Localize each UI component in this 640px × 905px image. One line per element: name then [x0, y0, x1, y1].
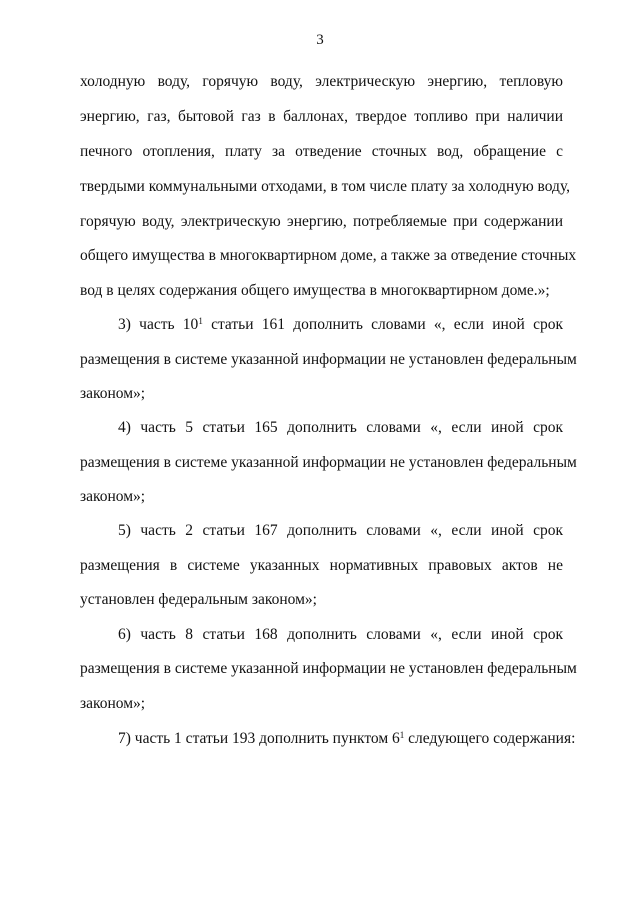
text-line: горячую воду, электрическую энергию, потребляемые при содержании [80, 213, 563, 230]
text-line: законом»; [80, 488, 146, 505]
text-line: твердыми коммунальными отходами, в том числе плату за холодную воду, [80, 178, 571, 195]
text-line: размещения в системе указанной информации не установлен федеральным [80, 660, 577, 677]
text-line: размещения в системе указанной информации не установлен федеральным [80, 454, 577, 471]
text-line: энергию, газ, бытовой газ в баллонах, твердое топливо при наличии [80, 108, 563, 125]
item-3-first-line: 3) часть $10^1$ статьи 161 дополнить словами «, если иной срок [118, 316, 563, 333]
text-line: размещения в системе указанной информации не установлен федеральным [80, 351, 577, 368]
text-line: печного отопления, плату за отведение сточных вод, обращение с [80, 143, 563, 160]
item-4-first-line: 4) часть 5 статьи 165 дополнить словами «, если иной срок [118, 419, 563, 436]
text-line: размещения в системе указанных нормативных правовых актов не [80, 557, 563, 574]
item-5-first-line: 5) часть 2 статьи 167 дополнить словами «, если иной срок [118, 522, 563, 539]
page-number: 3 [316, 32, 324, 48]
text-line: вод в целях содержания общего имущества в многоквартирном доме.»; [80, 282, 550, 299]
item-6-first-line: 6) часть 8 статьи 168 дополнить словами «, если иной срок [118, 626, 563, 643]
item-7-line: 7) часть 1 статьи 193 дополнить пунктом $6^1$ следующего содержания: [118, 730, 576, 747]
text-line: установлен федеральным законом»; [80, 591, 317, 608]
text-line: законом»; [80, 385, 146, 402]
text-line: холодную воду, горячую воду, электрическую энергию, тепловую [80, 73, 563, 90]
text-line: общего имущества в многоквартирном доме, а также за отведение сточных [80, 247, 577, 264]
text-line: законом»; [80, 695, 146, 712]
